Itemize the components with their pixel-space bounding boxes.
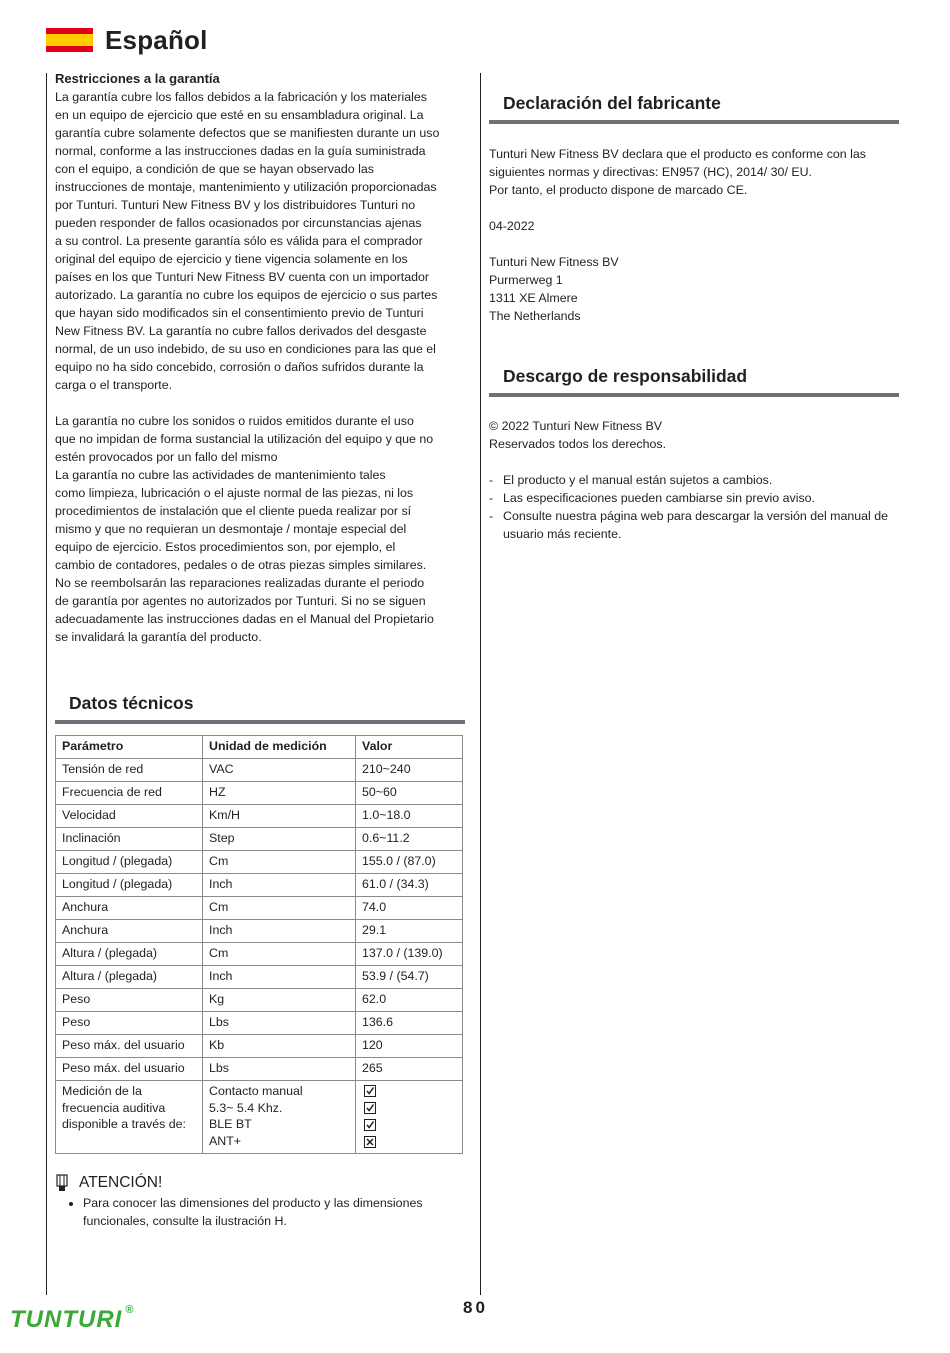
table-cell: 120 — [356, 1035, 463, 1058]
table-header: Unidad de medición — [203, 736, 356, 759]
checkbox-checked-icon — [364, 1119, 376, 1131]
table-cell: Cm — [203, 897, 356, 920]
table-cell: HZ — [203, 782, 356, 805]
table-row — [56, 759, 463, 782]
table-row — [56, 828, 463, 851]
table-row — [56, 1012, 463, 1035]
left-column — [55, 70, 465, 1230]
table-row — [56, 920, 463, 943]
disclaimer-title: Descargo de responsabilidad — [503, 366, 748, 386]
hr-method: 5.3~ 5.4 Khz. — [209, 1100, 283, 1115]
registered-mark: ® — [125, 1304, 135, 1316]
table-cell: Altura / (plegada) — [56, 943, 203, 966]
table-cell — [356, 1081, 463, 1154]
table-header: Valor — [356, 736, 463, 759]
center-column-rule — [480, 73, 481, 1295]
table-cell: 62.0 — [356, 989, 463, 1012]
hr-method: ANT+ — [209, 1133, 242, 1148]
table-cell — [203, 1081, 356, 1154]
disclaimer-list — [489, 471, 899, 543]
declaration-paragraph: Tunturi New Fitness BV declara que el producto es conforme con las siguientes normas y directivas: EN957 (HC), 2014/ 30/ EU. Por tanto, el producto dispone de marcado CE. — [489, 147, 866, 197]
table-cell: Km/H — [203, 805, 356, 828]
table-cell: Peso — [56, 989, 203, 1012]
table-cell: Inch — [203, 874, 356, 897]
table-row — [56, 943, 463, 966]
tunturi-logo — [10, 1306, 134, 1334]
table-cell: 74.0 — [356, 897, 463, 920]
table-cell: Lbs — [203, 1012, 356, 1035]
table-cell: Peso máx. del usuario — [56, 1035, 203, 1058]
table-cell: 265 — [356, 1058, 463, 1081]
table-row — [56, 874, 463, 897]
table-cell: Medición de la frecuencia auditiva disponible a través de: — [56, 1081, 203, 1154]
table-header-row — [56, 736, 463, 759]
list-item: - Las especificaciones pueden cambiarse sin previo aviso. — [489, 491, 816, 505]
table-cell: Longitud / (plegada) — [56, 874, 203, 897]
table-cell: Inch — [203, 920, 356, 943]
table-cell: Velocidad — [56, 805, 203, 828]
table-cell: 61.0 / (34.3) — [356, 874, 463, 897]
table-cell: Step — [203, 828, 356, 851]
list-item: - Consulte nuestra página web para descargar la versión del manual de usuario más reciente. — [489, 509, 889, 541]
table-cell: Cm — [203, 851, 356, 874]
list-item: • Para conocer las dimensiones del producto y las dimensiones funcionales, consulte la ilustración H. — [83, 1194, 465, 1230]
declaration-date: 04-2022 — [489, 219, 535, 233]
attention-list — [55, 1194, 465, 1230]
hr-method: Contacto manual — [209, 1084, 303, 1098]
page-number: 80 — [463, 1298, 488, 1317]
table-row — [56, 1035, 463, 1058]
table-row — [56, 782, 463, 805]
table-cell: 136.6 — [356, 1012, 463, 1035]
table-row — [56, 851, 463, 874]
table-cell: 53.9 / (54.7) — [356, 966, 463, 989]
table-cell: 210~240 — [356, 759, 463, 782]
table-header: Parámetro — [56, 736, 203, 759]
spec-table — [55, 735, 463, 1154]
table-row — [56, 966, 463, 989]
logo-text: TUNTURI — [10, 1306, 123, 1333]
attention-label: ATENCIÓN! — [79, 1174, 163, 1191]
restrictions-title: Restricciones a la garantía — [55, 71, 220, 86]
table-cell: Inch — [203, 966, 356, 989]
tool-warning-icon — [55, 1174, 69, 1192]
list-item: - El producto y el manual están sujetos a cambios. — [489, 473, 773, 487]
table-cell: Kb — [203, 1035, 356, 1058]
right-column — [489, 70, 899, 543]
restrictions-paragraph-2: La garantía no cubre los sonidos o ruidos emitidos durante el uso que no impidan de forma sustancial la utilización del equipo y que no estén provocados por un fallo del mismo La garantía no cubre las actividades de mantenimiento tales como limpieza, lubricación o el ajuste normal de las piezas, ni los procedimientos de instalación que el cliente pueda realizar por sí mismo y que no requieran un desmontaje / montaje especial del equipo de ejercicio. Estos procedimientos son, por ejemplo, el cambio de contadores, pedales o de otras piezas simples similares. No se reembolsarán las reparaciones realizadas durante el periodo de garantía por agentes no autorizados por Tunturi. Si no se siguen adecuadamente las instrucciones dadas en el Manual del Propietario se invalidará la garantía del producto. — [55, 414, 434, 644]
table-cell: Lbs — [203, 1058, 356, 1081]
table-cell: 50~60 — [356, 782, 463, 805]
tech-data-title: Datos técnicos — [69, 693, 194, 713]
table-cell: Anchura — [56, 920, 203, 943]
table-cell: Peso máx. del usuario — [56, 1058, 203, 1081]
table-cell: 137.0 / (139.0) — [356, 943, 463, 966]
table-cell: Frecuencia de red — [56, 782, 203, 805]
manufacturer-address: Tunturi New Fitness BV Purmerweg 1 1311 XE Almere The Netherlands — [489, 255, 619, 323]
declaration-title: Declaración del fabricante — [503, 93, 721, 113]
table-row — [56, 989, 463, 1012]
table-row — [56, 1058, 463, 1081]
table-cell: VAC — [203, 759, 356, 782]
table-row — [56, 805, 463, 828]
table-row-heart-rate — [56, 1081, 463, 1154]
table-cell: 0.6~11.2 — [356, 828, 463, 851]
copyright-text: © 2022 Tunturi New Fitness BV Reservados todos los derechos. — [489, 419, 667, 451]
hr-method: BLE BT — [209, 1117, 252, 1131]
page-header — [46, 24, 208, 56]
table-cell: 1.0~18.0 — [356, 805, 463, 828]
table-cell: Longitud / (plegada) — [56, 851, 203, 874]
left-column-rule — [46, 73, 47, 1295]
language-title: Español — [105, 24, 208, 55]
table-cell: Peso — [56, 1012, 203, 1035]
table-cell: Cm — [203, 943, 356, 966]
restrictions-paragraph-1: La garantía cubre los fallos debidos a la fabricación y los materiales en un equipo de ejercicio que esté en su ensambladura original. La garantía cubre solamente defectos que se manifiesten durante un uso normal, conforme a las instrucciones dadas en la guía suministrada con el equipo, a condición de que se hayan observado las instrucciones de montaje, mantenimiento y utilización proporcionadas por Tunturi. Tunturi New Fitness BV y los distribuidores Tunturi no pueden responder de fallos ocasionados por circunstancias ajenas a su control. La presente garantía sólo es válida para el comprador original del equipo de ejercicio y tiene vigencia solamente en los países en los que Tunturi New Fitness BV cuenta con un importador autorizado. La garantía no cubre los equipos de ejercicio o sus partes que hayan sido modificados sin el consentimiento previo de Tunturi New Fitness BV. La garantía no cubre fallos derivados del desgaste normal, de un uso indebido, de su uso en condiciones para las que el equipo no ha sido concebido, corrosión o daños sufridos durante la carga o el transporte. — [55, 90, 440, 392]
spain-flag-icon — [46, 28, 93, 52]
checkbox-checked-icon — [364, 1102, 376, 1114]
table-cell: 155.0 / (87.0) — [356, 851, 463, 874]
table-cell: 29.1 — [356, 920, 463, 943]
table-cell: Tensión de red — [56, 759, 203, 782]
table-cell: Kg — [203, 989, 356, 1012]
checkbox-checked-icon — [364, 1085, 376, 1097]
attention-block — [55, 1174, 465, 1192]
table-row — [56, 897, 463, 920]
table-cell: Anchura — [56, 897, 203, 920]
checkbox-crossed-icon — [364, 1136, 376, 1148]
table-cell: Altura / (plegada) — [56, 966, 203, 989]
table-cell: Inclinación — [56, 828, 203, 851]
